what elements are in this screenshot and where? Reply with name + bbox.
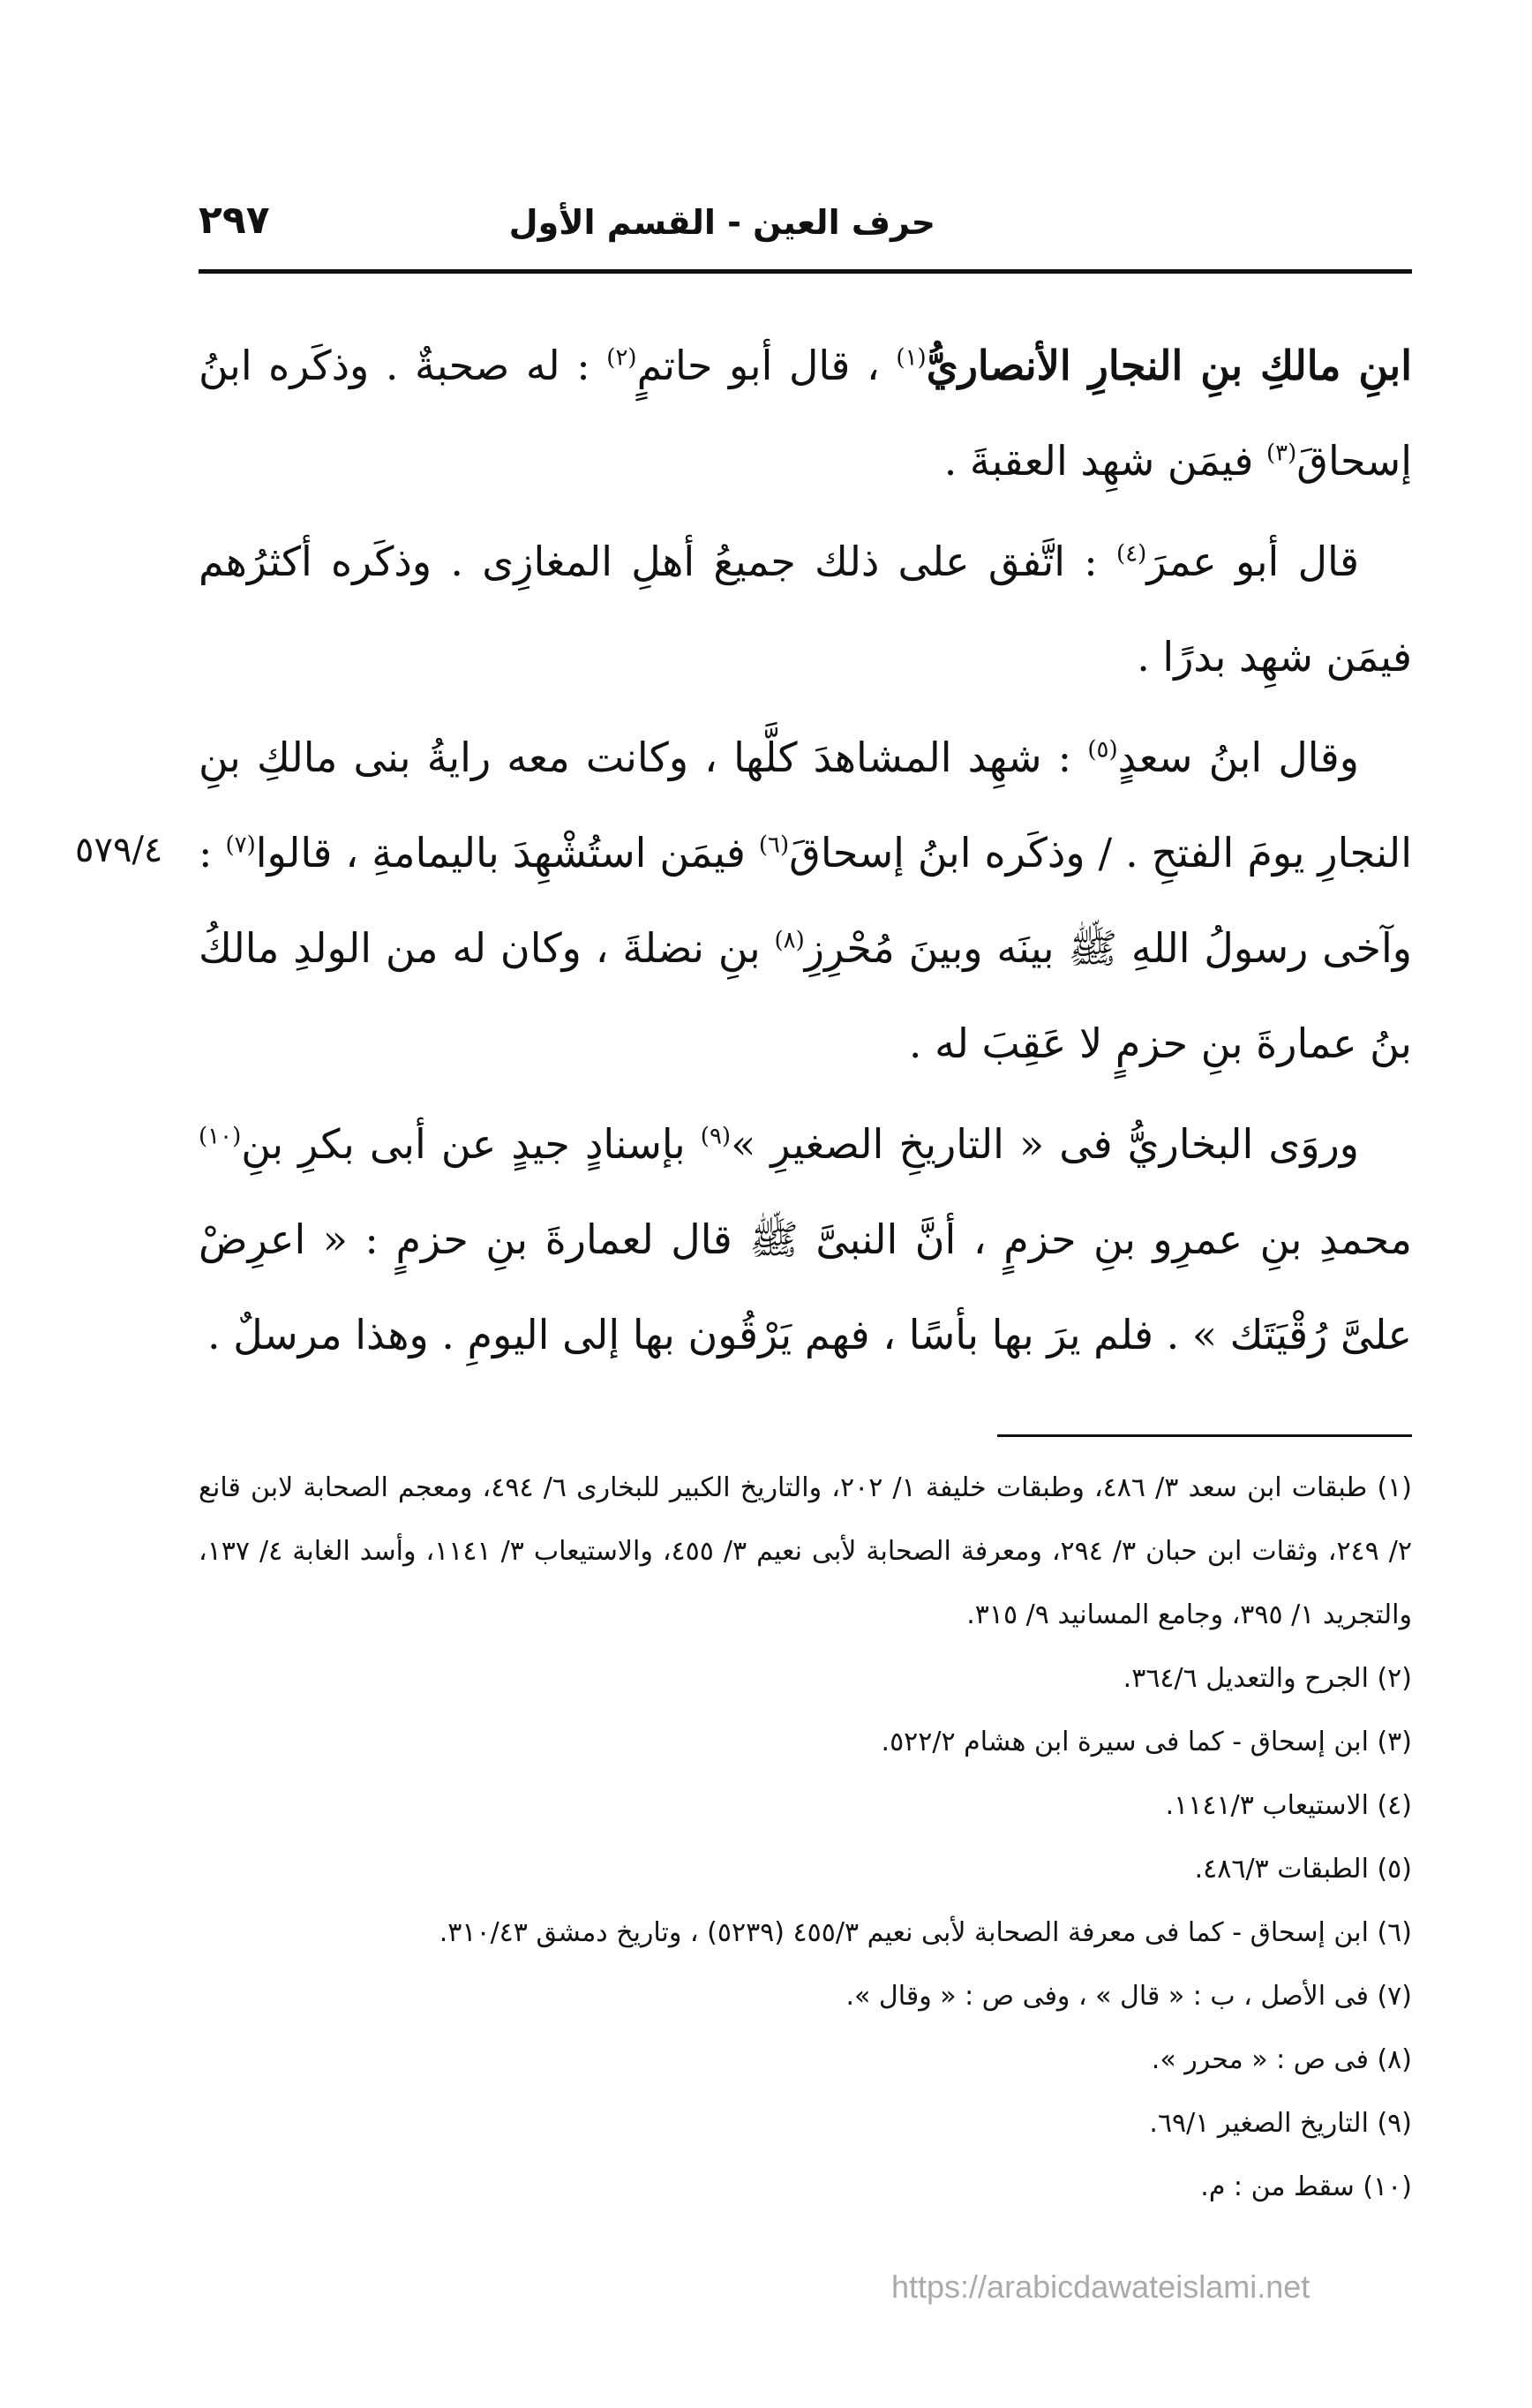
footnote-ref-6[interactable]: (٦) bbox=[758, 832, 790, 859]
paragraph-4 bbox=[199, 1096, 1412, 1382]
footnote-3: (٣) ابن إسحاق - كما فى سيرة ابن هشام ٥٢٢/٢. bbox=[881, 1727, 1412, 1757]
footnote-ref-4[interactable]: (٤) bbox=[1116, 540, 1147, 568]
footnote-ref-7[interactable]: (٧) bbox=[225, 832, 256, 859]
footnote-4: (٤) الاستيعاب ١١٤١/٣. bbox=[1165, 1790, 1412, 1821]
footnote-7: (٧) فى الأصل ، ب : « قال » ، وفى ص : « وقال ». bbox=[845, 1981, 1412, 2012]
footnote-ref-5[interactable]: (٥) bbox=[1087, 736, 1118, 764]
footnote-separator bbox=[997, 1434, 1412, 1437]
paragraph-1 bbox=[199, 318, 1412, 508]
paragraph-text: : اتَّفق على ذلك جميعُ أهلِ المغازِى . وذكَره أكثرُهم فيمَن شهِد بدرًا . bbox=[199, 538, 1412, 681]
entry-name: ابنِ مالكِ بنِ النجارِ الأنصاريُّ bbox=[926, 342, 1413, 389]
header-rule bbox=[199, 269, 1412, 274]
footnote-ref-8[interactable]: (٨) bbox=[774, 927, 805, 954]
footnote-6: (٦) ابن إسحاق - كما فى معرفة الصحابة لأبى نعيم ٤٥٥/٣ (٥٢٣٩) ، وتاريخ دمشق ٣١٠/٤٣. bbox=[439, 1917, 1412, 1948]
paragraph-2 bbox=[199, 514, 1412, 704]
margin-page-reference: ٥٧٩/٤ bbox=[75, 830, 163, 870]
paragraph-text: وقال ابنُ سعدٍ bbox=[1117, 734, 1359, 781]
watermark-url: https://arabicdawateislami.net bbox=[891, 2269, 1310, 2305]
paragraph-text: : شهِد المشاهدَ كلَّها ، وكانت معه رايةُ بنى مالكِ بنِ النجارِ يومَ الفتحِ . / وذكَره ابنُ إسحاقَ bbox=[199, 734, 1412, 877]
paragraph-3 bbox=[199, 710, 1412, 1091]
main-text bbox=[199, 318, 1412, 1382]
paragraph-text: فيمَن استُشْهِدَ باليمامةِ ، قالوا bbox=[255, 829, 746, 877]
footnote-1: (١) طبقات ابن سعد ٣/ ٤٨٦، وطبقات خليفة ١/ ٢٠٢، والتاريخ الكبير للبخارى ٦/ ٤٩٤، ومعجم الصحابة لابن قانع ٢/ ٢٤٩، وثقات ابن حبان ٣/ ٢٩٤، ومعرفة الصحابة لأبى نعيم ٣/ ٤٥٥، والاستيعاب ٣/ ١١٤١، وأسد الغابة ٤/ ١٣٧، والتجريد ١/ ٣٩٥، وجامع المسانيد ٩/ ٣١٥. bbox=[199, 1472, 1413, 1630]
paragraph-text: بإسنادٍ جيدٍ عن أبى بكرِ بنِ bbox=[241, 1120, 686, 1168]
footnote-5: (٥) الطبقات ٤٨٦/٣. bbox=[1194, 1854, 1412, 1885]
paragraph-text: : له صحبةٌ . وذكَره ابنُ إسحاقَ bbox=[199, 342, 1412, 485]
footnote-ref-1[interactable]: (١) bbox=[896, 344, 927, 372]
paragraph-text: بنِ نضلةَ ، وكان له من الولدِ مالكُ بنُ عمارةَ بنِ حزمٍ لا عَقِبَ له . bbox=[199, 924, 1412, 1067]
paragraph-text: قال أبو عمرَ bbox=[1146, 538, 1359, 585]
footnote-ref-2[interactable]: (٢) bbox=[606, 344, 637, 372]
paragraph-text: ، قال أبو حاتمٍ bbox=[636, 342, 880, 389]
footnote-ref-3[interactable]: (٣) bbox=[1265, 440, 1297, 467]
paragraph-text: فيمَن شهِد العقبةَ . bbox=[943, 437, 1254, 485]
running-title: حرف العين - القسم الأول bbox=[508, 203, 935, 242]
footnote-ref-9[interactable]: (٩) bbox=[700, 1123, 732, 1150]
page-number: ٢٩٧ bbox=[199, 198, 270, 243]
footnote-2: (٢) الجرح والتعديل ٣٦٤/٦. bbox=[1123, 1663, 1412, 1694]
page-header bbox=[199, 194, 1412, 256]
footnote-ref-10[interactable]: (١٠) bbox=[199, 1123, 242, 1150]
paragraph-text: محمدِ بنِ عمرِو بنِ حزمٍ ، أنَّ النبىَّ ﷺ قال لعمارةَ بنِ حزمٍ : « اعرِضْ علىَّ رُقْيَتَك » . فلم يرَ بها بأسًا ، فهم يَرْقُون بها إلى اليومِ . وهذا مرسلٌ . bbox=[199, 1215, 1412, 1358]
paragraph-text: : وآخى رسولُ اللهِ ﷺ بينَه وبينَ مُحْرِزِ bbox=[199, 829, 1412, 972]
footnote-10: (١٠) سقط من : م. bbox=[1200, 2171, 1412, 2202]
footnotes bbox=[199, 1456, 1412, 2219]
paragraph-text: وروَى البخاريُّ فى « التاريخِ الصغيرِ » bbox=[731, 1120, 1359, 1168]
footnote-8: (٨) فى ص : « محرر ». bbox=[1151, 2044, 1412, 2075]
footnote-9: (٩) التاريخ الصغير ٦٩/١. bbox=[1149, 2108, 1412, 2139]
